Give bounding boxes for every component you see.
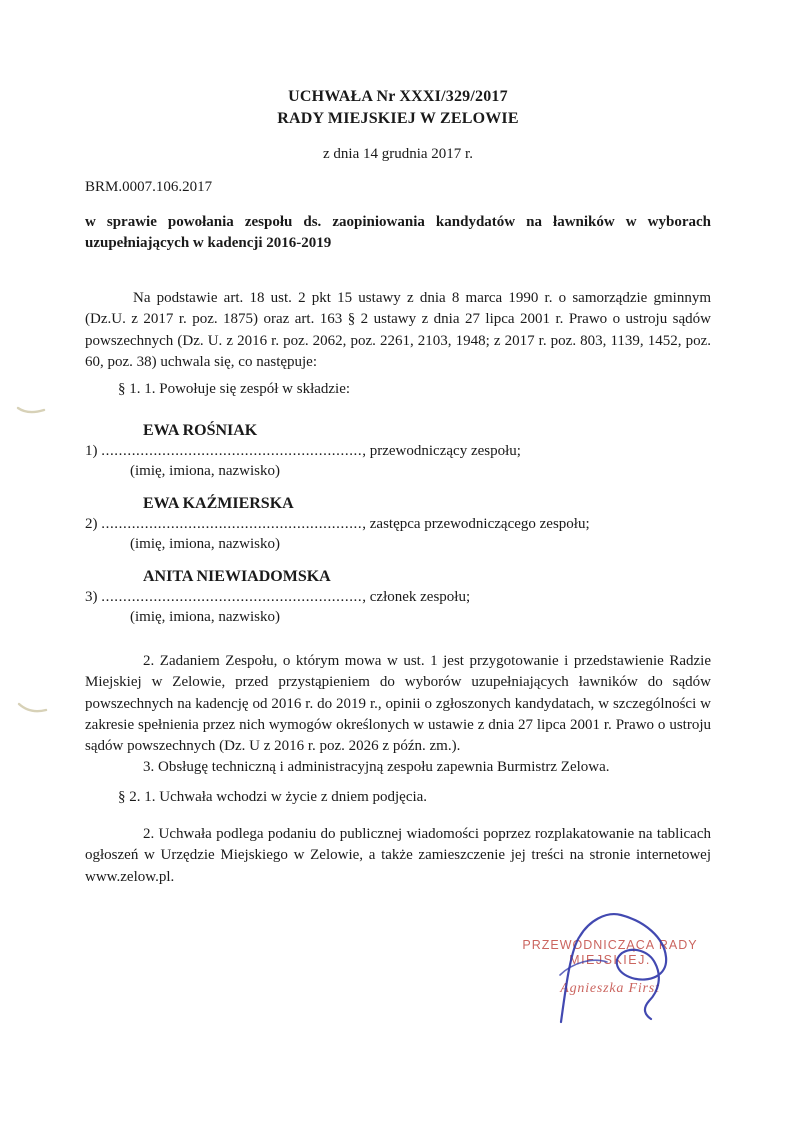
dotted-leader: ............................................................ bbox=[101, 443, 363, 459]
member-name: EWA ROŚNIAK bbox=[143, 422, 258, 439]
paragraph-2: 2. Zadaniem Zespołu, o którym mowa w ust. 1 jest przygotowanie i przedstawienie Radzie Miejskiej w Zelowie, przed przystąpieniem do wyborów uzupełniających ławników do sądów powszechnych na kadencję od 2016 r. do 2019 r., opinii o zgłoszonych kandydatach, w szczególności w zakresie spełnienia przez nich wymogów określonych w ustawie z dnia 27 lipca 2001 r. Prawo o ustroju sądów powszechnych (Dz. U z 2016 r. poz. 2026 z późn. zm.). bbox=[85, 653, 711, 755]
subject-line: w sprawie powołania zespołu ds. zaopiniowania kandydatów na ławników w wyborach uzupełniających w kadencji 2016-2019 bbox=[85, 214, 711, 251]
member-fill-line bbox=[85, 587, 711, 608]
member-number: 3) bbox=[85, 589, 98, 605]
stamp-line: MIEJSKIEJ. bbox=[569, 953, 651, 967]
legal-basis-paragraph: Na podstawie art. 18 ust. 2 pkt 15 ustawy z dnia 8 marca 1990 r. o samorządzie gminnym (Dz.U. z 2017 r. poz. 1875) oraz art. 163 § 2 ustawy z dnia 27 lipca 2001 r. Prawo o ustroju sądów powszechnych (Dz. U. z 2016 r. poz. 2062, poz. 2261, 2103, 1948; z 2017 r. poz. 803, 1139, 1452, poz. 60, poz. 38) uchwala się, co następuje: bbox=[85, 290, 711, 370]
date-line: z dnia 14 grudnia 2017 r. bbox=[323, 146, 473, 162]
stamp-signed-name: Agnieszka First bbox=[560, 981, 660, 996]
member-number: 2) bbox=[85, 516, 98, 532]
stamp-line: PRZEWODNICZĄCA RADY bbox=[522, 938, 698, 952]
section-2-heading: § 2. 1. Uchwała wchodzi w życie z dniem podjęcia. bbox=[118, 789, 428, 805]
section-1-heading: § 1. 1. Powołuje się zespół w składzie: bbox=[118, 381, 351, 397]
paragraph-3: 3. Obsługę techniczną i administracyjną zespołu zapewnia Burmistrz Zelowa. bbox=[143, 759, 610, 775]
member-row bbox=[85, 420, 711, 480]
member-name: ANITA NIEWIADOMSKA bbox=[143, 568, 331, 585]
scan-mark-icon bbox=[16, 700, 52, 718]
dotted-leader: ............................................................ bbox=[101, 589, 363, 605]
member-role: , członek zespołu; bbox=[362, 589, 471, 605]
member-fill-line bbox=[85, 514, 711, 535]
member-role: , zastępca przewodniczącego zespołu; bbox=[362, 516, 590, 532]
member-row bbox=[85, 566, 711, 626]
document-header bbox=[85, 86, 711, 130]
page-subtitle: RADY MIEJSKIEJ W ZELOWIE bbox=[277, 110, 519, 127]
member-caption: (imię, imiona, nazwisko) bbox=[130, 463, 280, 479]
page-title: UCHWAŁA Nr XXXI/329/2017 bbox=[288, 88, 508, 105]
member-role: , przewodniczący zespołu; bbox=[362, 443, 521, 459]
member-caption: (imię, imiona, nazwisko) bbox=[130, 609, 280, 625]
handwritten-signature-icon bbox=[540, 895, 690, 1030]
publication-paragraph: 2. Uchwała podlega podaniu do publicznej wiadomości poprzez rozplakatowanie na tablicach ogłoszeń w Urzędzie Miejskiego w Zelowie, a także zamieszczenie jej treści na stronie internetowej www.zelow.pl. bbox=[85, 826, 711, 885]
member-name: EWA KAŹMIERSKA bbox=[143, 495, 294, 512]
scan-mark-icon bbox=[14, 402, 50, 418]
member-row bbox=[85, 493, 711, 553]
reference-number: BRM.0007.106.2017 bbox=[85, 179, 213, 195]
member-caption: (imię, imiona, nazwisko) bbox=[130, 536, 280, 552]
dotted-leader: ............................................................ bbox=[101, 516, 363, 532]
member-number: 1) bbox=[85, 443, 98, 459]
member-fill-line bbox=[85, 441, 711, 462]
